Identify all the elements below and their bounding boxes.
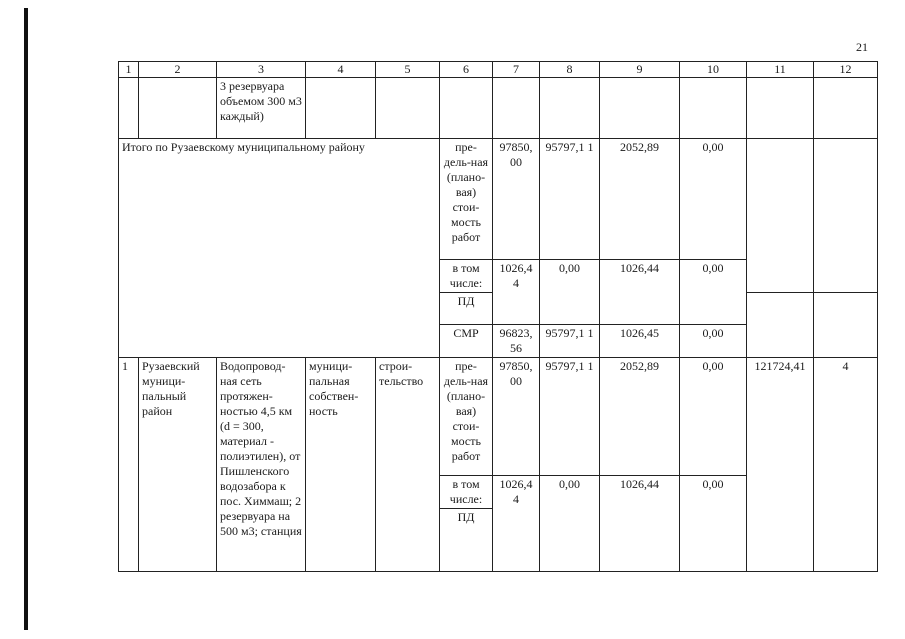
- work-type-cell: строи-тельство: [376, 358, 440, 572]
- ownership-cell: муници-пальная собствен-ность: [306, 358, 376, 572]
- value-cell: 2052,89: [600, 139, 680, 260]
- cost-type-cell: в том числе:: [440, 260, 493, 293]
- binding-edge-line: [24, 8, 28, 630]
- header-cell: 5: [376, 62, 440, 78]
- value-cell: 2052,89: [600, 358, 680, 476]
- value-cell: 0,00: [680, 476, 747, 572]
- cost-type-cell: в том числе:: [440, 476, 493, 509]
- value-cell: 0,00: [540, 476, 600, 572]
- column-number-row: [119, 62, 878, 78]
- cost-type-cell: пре-дель-ная (плано-вая) стои-мость работ: [440, 358, 493, 476]
- table-cell: [680, 78, 747, 139]
- page-number: 21: [856, 40, 868, 54]
- header-cell: 2: [139, 62, 217, 78]
- total-cost-cell: 121724,41: [747, 358, 814, 572]
- entry-number-cell: 1: [119, 358, 139, 572]
- value-cell: 0,00: [540, 260, 600, 325]
- object-description-cell: Водопровод-ная сеть протяжен-ностью 4,5 км (d = 300, материал - полиэтилен), от Пишленского водозабора к пос. Химмаш; 2 резервуара на 500 м3; станция: [217, 358, 306, 572]
- district-cell: Рузаевский муници-пальный район: [139, 358, 217, 572]
- value-cell: 96823, 56: [493, 325, 540, 358]
- table-cell: [119, 78, 139, 139]
- table-cell: [440, 78, 493, 139]
- value-cell: 1026,44: [600, 476, 680, 572]
- header-cell: 8: [540, 62, 600, 78]
- header-cell: 1: [119, 62, 139, 78]
- table-cell: [306, 78, 376, 139]
- table-cell: [814, 78, 878, 139]
- table-cell: [139, 78, 217, 139]
- header-cell: 6: [440, 62, 493, 78]
- value-cell: 95797,1 1: [540, 139, 600, 260]
- total-label-cell: Итого по Рузаевскому муниципальному району: [119, 139, 440, 358]
- value-cell: 0,00: [680, 325, 747, 358]
- table-cell: [493, 78, 540, 139]
- header-cell: 4: [306, 62, 376, 78]
- header-cell: 10: [680, 62, 747, 78]
- value-cell: 0,00: [680, 139, 747, 260]
- table-cell: [814, 293, 878, 358]
- value-cell: 97850, 00: [493, 358, 540, 476]
- object-description-cell: 3 резервуара объемом 300 м3 каждый): [217, 78, 306, 139]
- budget-table: [118, 61, 878, 572]
- cost-type-cell: ПД: [440, 293, 493, 325]
- value-cell: 1026,45: [600, 325, 680, 358]
- entry-row-planned-cost: [119, 358, 878, 476]
- value-cell: 1026,4 4: [493, 476, 540, 572]
- cost-type-cell: СМР: [440, 325, 493, 358]
- continuation-row: [119, 78, 878, 139]
- value-cell: 95797,1 1: [540, 325, 600, 358]
- header-cell: 9: [600, 62, 680, 78]
- total-row-planned-cost: [119, 139, 878, 260]
- table-cell: [376, 78, 440, 139]
- table-cell: [540, 78, 600, 139]
- header-cell: 11: [747, 62, 814, 78]
- cost-type-cell: пре-дель-ная (плано-вая) стои-мость работ: [440, 139, 493, 260]
- value-cell: 1026,44: [600, 260, 680, 325]
- value-cell: 0,00: [680, 358, 747, 476]
- value-cell: 0,00: [680, 260, 747, 325]
- table-cell: [747, 139, 814, 293]
- header-cell: 12: [814, 62, 878, 78]
- header-cell: 7: [493, 62, 540, 78]
- value-cell: 97850, 00: [493, 139, 540, 260]
- value-cell: 95797,1 1: [540, 358, 600, 476]
- table-cell: [747, 293, 814, 358]
- table-cell: [600, 78, 680, 139]
- table-cell: [814, 139, 878, 293]
- count-cell: 4: [814, 358, 878, 572]
- header-cell: 3: [217, 62, 306, 78]
- cost-type-cell: ПД: [440, 509, 493, 572]
- table-cell: [747, 78, 814, 139]
- value-cell: 1026,4 4: [493, 260, 540, 325]
